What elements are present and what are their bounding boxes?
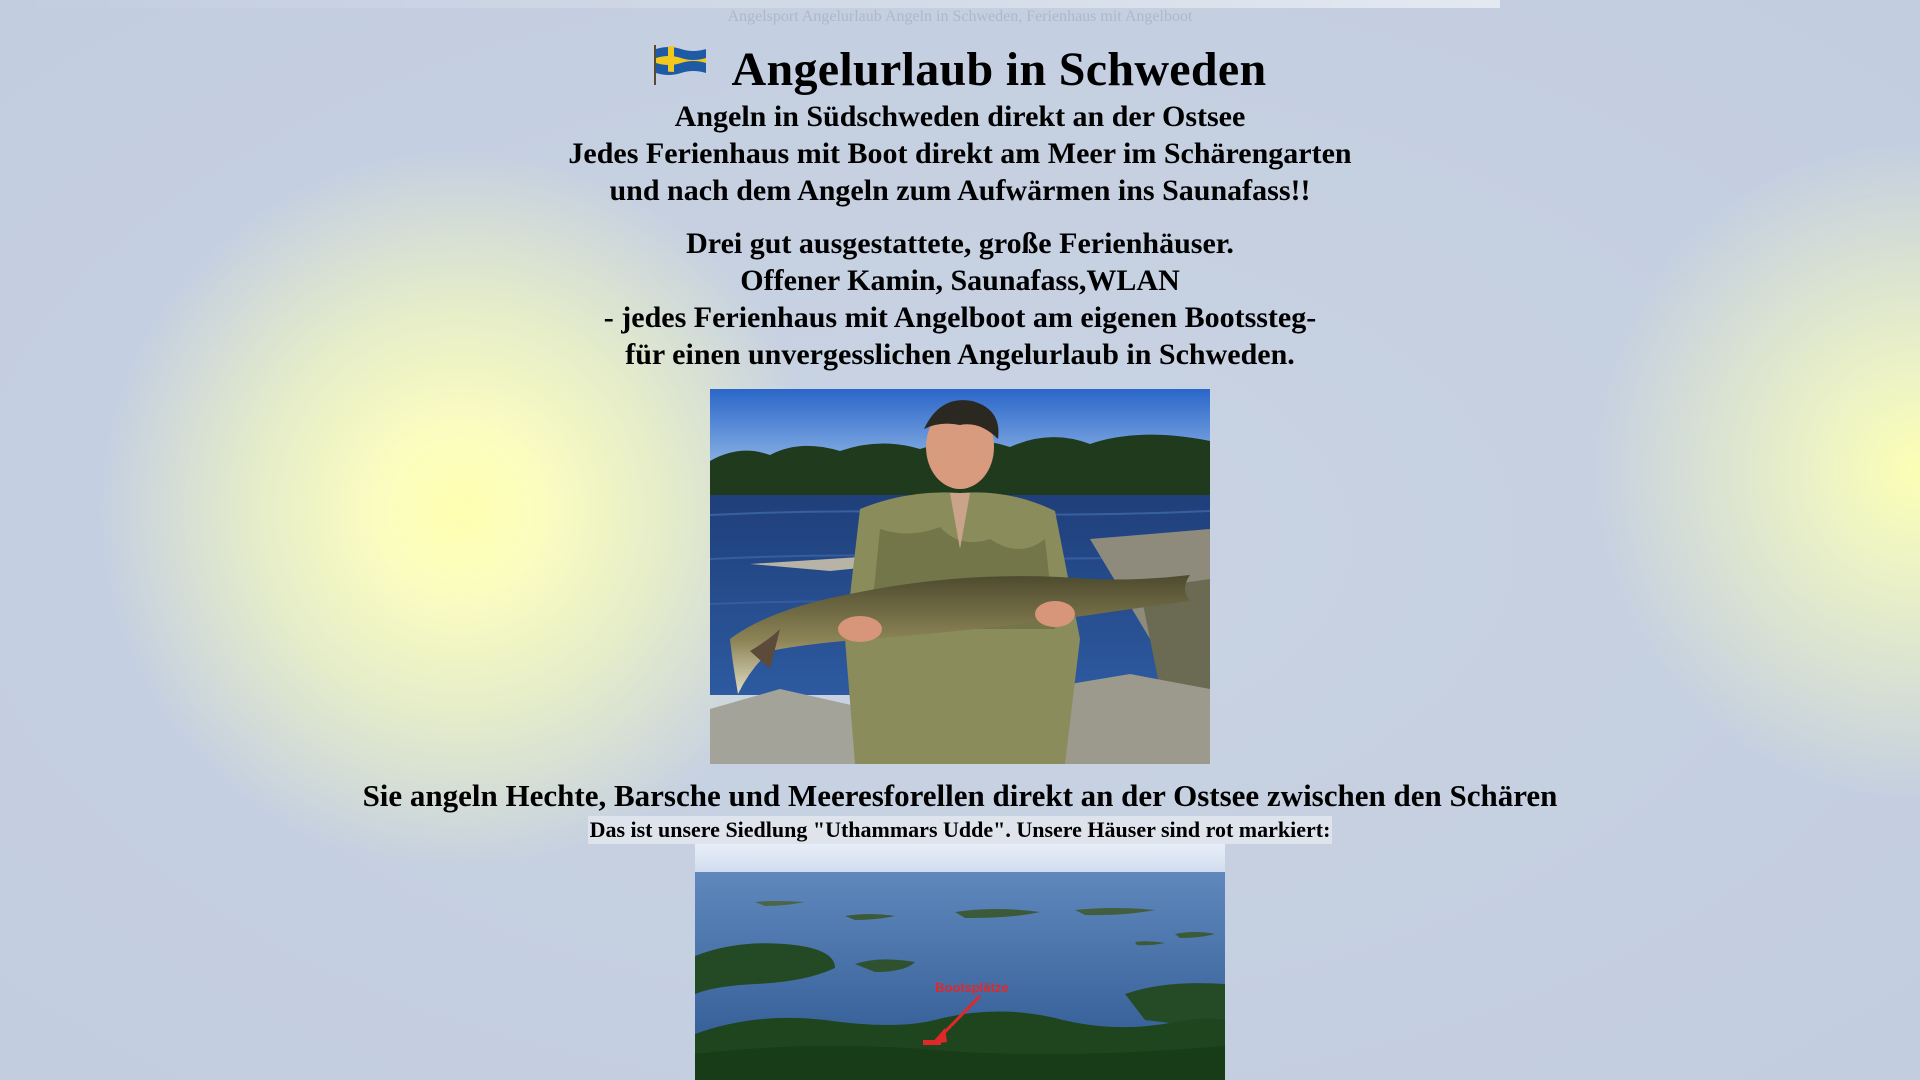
pike-photo xyxy=(710,389,1210,764)
features-line: Offener Kamin, Saunafass,WLAN xyxy=(740,264,1180,297)
page-title: Angelurlaub in Schweden xyxy=(731,42,1267,96)
intro-line: Jedes Ferienhaus mit Boot direkt am Meer im Schärengarten xyxy=(568,137,1352,170)
intro-line: Angeln in Südschweden direkt an der Ostsee xyxy=(674,100,1246,133)
settlement-caption: Das ist unsere Siedlung "Uthammars Udde". Unsere Häuser sind rot markiert: xyxy=(589,817,1331,842)
swedish-flag-icon xyxy=(653,43,707,85)
settlement-caption-wrap xyxy=(0,816,1920,844)
title-row xyxy=(0,38,1920,100)
intro-block xyxy=(0,98,1920,209)
seo-text: Angelsport Angelurlaub Angeln in Schweden, Ferienhaus mit Angelboot xyxy=(727,8,1193,25)
boat-places-label: Bootsplätze xyxy=(935,980,1009,995)
features-line: - jedes Ferienhaus mit Angelboot am eigenen Bootssteg- xyxy=(603,301,1317,334)
features-line: Drei gut ausgestattete, große Ferienhäuser. xyxy=(686,227,1234,260)
features-block xyxy=(0,225,1920,373)
intro-line: und nach dem Angeln zum Aufwärmen ins Saunafass!! xyxy=(609,174,1311,207)
aerial-photo xyxy=(695,844,1225,1080)
top-strip xyxy=(0,0,1500,8)
species-text: Sie angeln Hechte, Barsche und Meeresforellen direkt an der Ostsee zwischen den Schären xyxy=(362,778,1558,813)
features-line: für einen unvergesslichen Angelurlaub in Schweden. xyxy=(625,338,1295,371)
